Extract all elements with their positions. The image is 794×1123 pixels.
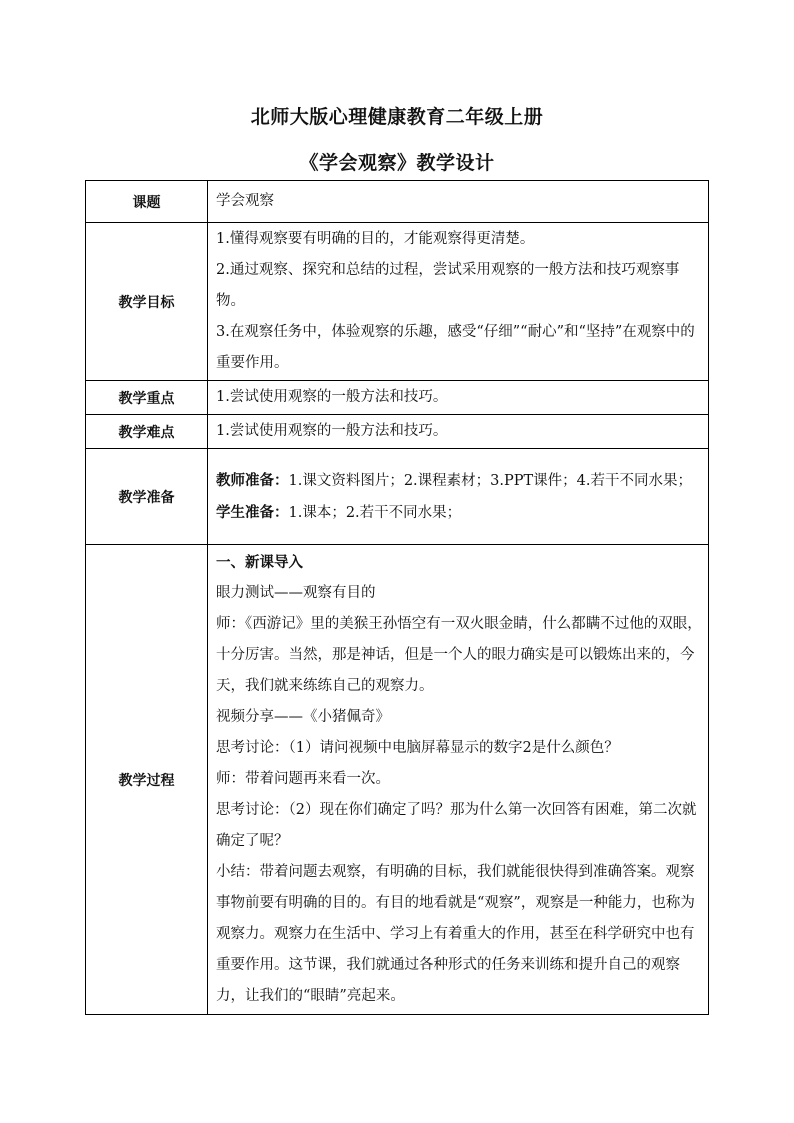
- process-label: 教学过程: [86, 545, 208, 1015]
- teacher-preparation-text: 1.课文资料图片；2.课程素材；3.PPT课件；4.若干不同水果；: [288, 472, 693, 489]
- preparation-label: 教学准备: [86, 449, 208, 545]
- process-paragraph: 视频分享——《小猪佩奇》: [216, 709, 390, 725]
- preparation-content: [208, 449, 709, 545]
- process-paragraph: 思考讨论：（2）现在你们确定了吗？那为什么第一次回答有困难，第二次就确定了呢？: [216, 802, 697, 849]
- goal-item: 1.懂得观察要有明确的目的，才能观察得更清楚。: [216, 231, 535, 247]
- teacher-preparation: [216, 465, 703, 497]
- difficulty-label: 教学难点: [86, 415, 208, 449]
- process-paragraph: 思考讨论：（1）请问视频中电脑屏幕显示的数字2是什么颜色？: [216, 740, 619, 756]
- table-row-goals: [86, 223, 709, 381]
- lesson-plan-table: [85, 180, 709, 1015]
- table-row-topic: [86, 181, 709, 223]
- goal-item: 2.通过观察、探究和总结的过程，尝试采用观察的一般方法和技巧观察事物。: [216, 262, 680, 309]
- key-point-label: 教学重点: [86, 381, 208, 415]
- document-subtitle: 《学会观察》教学设计: [299, 152, 495, 174]
- student-preparation-text: 1.课本；2.若干不同水果；: [288, 504, 462, 521]
- difficulty-value: 1.尝试使用观察的一般方法和技巧。: [208, 415, 709, 449]
- process-paragraph: 眼力测试——观察有目的: [216, 585, 376, 601]
- goals-content: [208, 223, 709, 381]
- process-content: [208, 545, 709, 1015]
- table-row-difficulty: [86, 415, 709, 449]
- teacher-preparation-label: 教师准备：: [216, 471, 289, 489]
- process-paragraph: 小结：带着问题去观察，有明确的目标，我们就能很快得到准确答案。观察事物前要有明确的目的。有目的地看就是“观察”，观察是一种能力，也称为观察力。观察力在生活中、学习上有着重大的作用，甚至在科学研究中也有重要作用。这节课，我们就通过各种形式的任务来训练和提升自己的观察力，让我们的“眼睛”亮起来。: [216, 864, 695, 1004]
- key-point-value: 1.尝试使用观察的一般方法和技巧。: [208, 381, 709, 415]
- goals-label: 教学目标: [86, 223, 208, 381]
- student-preparation-label: 学生准备：: [216, 503, 289, 521]
- topic-label: 课题: [86, 181, 208, 223]
- table-row-preparation: [86, 449, 709, 545]
- process-heading: 一、新课导入: [216, 554, 303, 571]
- process-paragraph: 师：带着问题再来看一次。: [216, 771, 390, 787]
- topic-value: 学会观察: [208, 181, 709, 223]
- table-row-key-point: [86, 381, 709, 415]
- goal-item: 3.在观察任务中，体验观察的乐趣，感受“仔细”“耐心”和“坚持”在观察中的重要作用。: [216, 324, 695, 371]
- table-row-process: [86, 545, 709, 1015]
- process-paragraph: 师：《西游记》里的美猴王孙悟空有一双火眼金睛，什么都瞒不过他的双眼，十分厉害。当然，那是神话，但是一个人的眼力确实是可以锻炼出来的，今天，我们就来练练自己的观察力。: [216, 616, 702, 694]
- student-preparation: [216, 497, 703, 529]
- document-title: 北师大版心理健康教育二年级上册: [250, 106, 544, 128]
